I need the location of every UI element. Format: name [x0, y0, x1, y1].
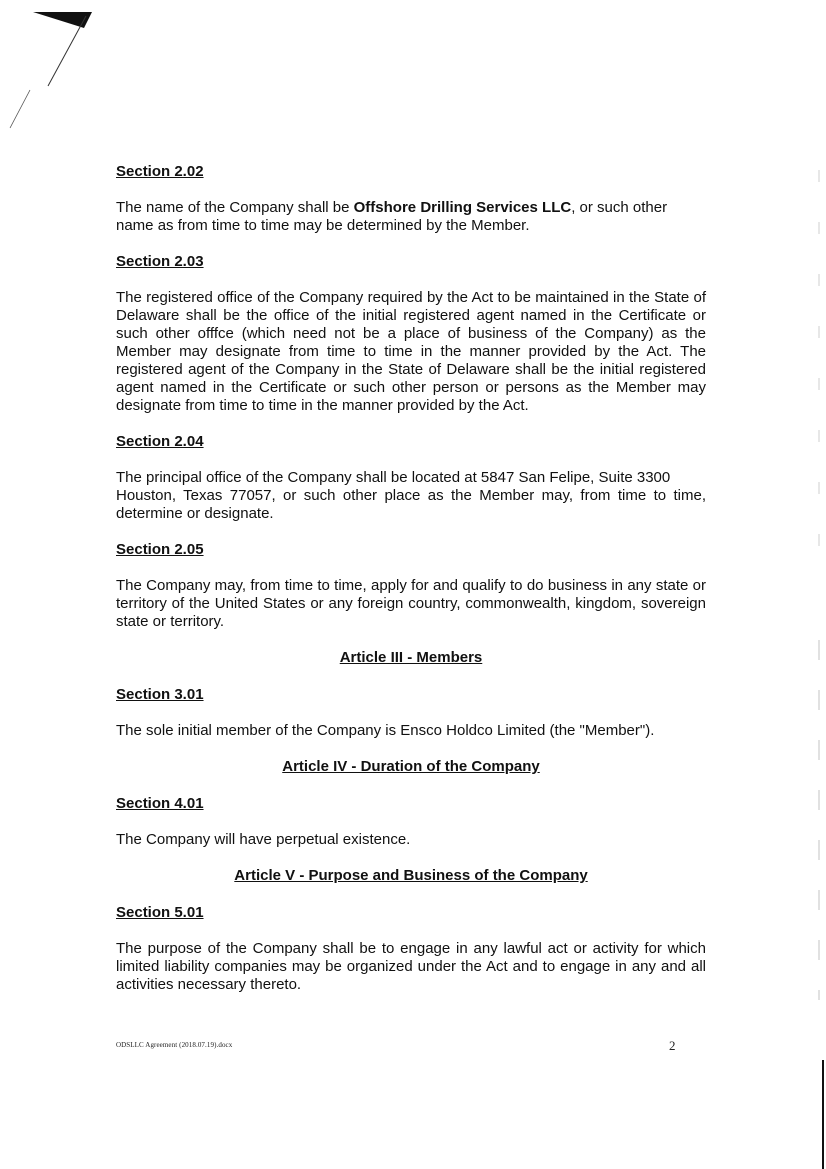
scan-right-edge-graphic [806, 0, 826, 1169]
section-2-04-line1: The principal office of the Company shall be located at 5847 San Felipe, Suite 3300 [116, 469, 671, 486]
section-2-04-heading: Section 2.04 [116, 433, 204, 450]
section-2-02-text [116, 199, 706, 235]
section-2-02-text-before: The name of the Company shall be [116, 199, 354, 216]
article-3-heading: Article III - Members [339, 649, 483, 666]
article-4-heading: Article IV - Duration of the Company [282, 758, 540, 775]
section-2-04-line2: Houston, Texas 77057, or such other place as the Member may, from time to time, determine or designate. [116, 487, 706, 522]
footer-filename: ODSLLC Agreement (2018.07.19).docx [116, 1041, 233, 1049]
section-2-02-text-after: , or such other name as from time to time may be determined by the Member. [116, 199, 668, 234]
article-5-heading: Article V - Purpose and Business of the Company [234, 867, 588, 884]
section-2-05-heading: Section 2.05 [116, 541, 204, 558]
section-5-01-text: The purpose of the Company shall be to engage in any lawful act or activity for which limited liability companies may be organized under the Act and to engage in any and all activities necessary thereto. [116, 940, 706, 993]
section-2-03-text: The registered office of the Company required by the Act to be maintained in the State of Delaware shall be the office of the initial registered agent named in the Certificate or such other offfce (which need not be a place of business of the Company) as the Member may designate from time to time in the manner provided by the Act. The registered agent of the Company in the State of Delaware shall be the initial registered agent named in the Certificate or such other person or persons as the Member may designate from time to time in the manner provided by the Act. [116, 289, 706, 414]
section-2-05-text: The Company may, from time to time, apply for and qualify to do business in any state or territory of the United States or any foreign country, commonwealth, kingdom, sovereign state or territory. [116, 577, 706, 630]
section-4-01-heading: Section 4.01 [116, 795, 204, 812]
section-2-02-heading: Section 2.02 [116, 163, 204, 180]
section-4-01-text: The Company will have perpetual existence. [116, 831, 411, 848]
section-2-03-heading: Section 2.03 [116, 253, 204, 270]
company-name: Offshore Drilling Services LLC [353, 199, 572, 216]
page-number: 2 [669, 1038, 676, 1053]
section-5-01-heading: Section 5.01 [116, 904, 204, 921]
scan-corner-mark-graphic [0, 0, 100, 140]
section-3-01-text: The sole initial member of the Company is Ensco Holdco Limited (the "Member"). [116, 722, 655, 739]
document-page [116, 162, 706, 994]
section-3-01-heading: Section 3.01 [116, 686, 204, 703]
